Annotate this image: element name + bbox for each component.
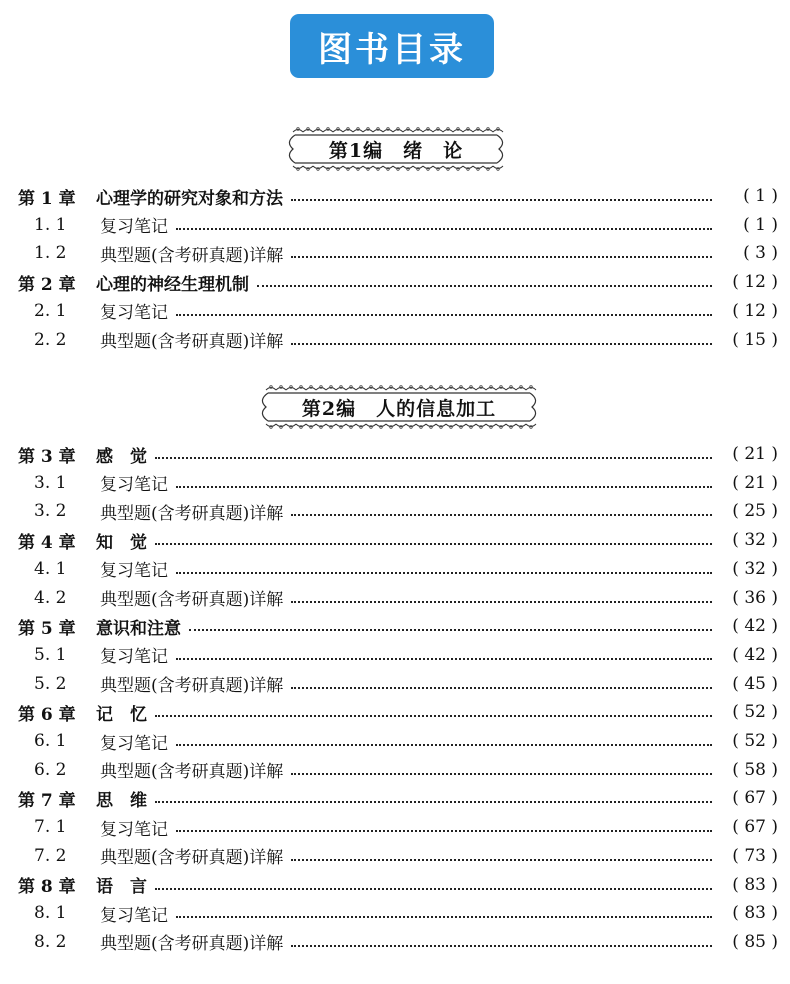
chapter-number: 第 7 章 — [18, 790, 76, 811]
dot-leader — [291, 256, 712, 258]
section-title: 典型题(含考研真题)详解 — [100, 676, 284, 697]
page-number: ( 32 ) — [732, 558, 778, 579]
part-heading — [283, 126, 509, 172]
dot-leader — [291, 945, 712, 947]
section-number: 4. 1 — [34, 558, 67, 579]
chapter-title: 知 觉 — [96, 532, 147, 553]
dot-leader — [176, 228, 712, 230]
dot-leader — [155, 457, 712, 459]
chapter-number: 第 2 章 — [18, 274, 76, 295]
dot-leader — [155, 715, 712, 717]
section-row — [18, 641, 778, 669]
chapter-number: 第 4 章 — [18, 532, 76, 553]
section-number: 1. 1 — [34, 214, 67, 235]
page-number: ( 15 ) — [732, 329, 778, 350]
section-title: 典型题(含考研真题)详解 — [100, 934, 284, 955]
page-number: ( 12 ) — [732, 300, 778, 321]
page-number: ( 85 ) — [732, 931, 778, 952]
section-row — [18, 239, 778, 267]
dot-leader — [176, 314, 712, 316]
section-title: 复习笔记 — [100, 733, 168, 754]
page-number: ( 21 ) — [732, 444, 778, 464]
section-title: 典型题(含考研真题)详解 — [100, 245, 284, 266]
page-number: ( 45 ) — [732, 673, 778, 694]
chapter-row — [18, 612, 778, 640]
chapter-row — [18, 182, 778, 210]
dot-leader — [176, 744, 712, 746]
section-number: 6. 1 — [34, 731, 67, 751]
section-number: 3. 2 — [34, 501, 67, 522]
section-row — [18, 670, 778, 698]
chapter-row — [18, 784, 778, 812]
dot-leader — [176, 658, 712, 660]
page-number: ( 73 ) — [732, 845, 778, 866]
section-row — [18, 584, 778, 612]
dot-leader — [291, 859, 712, 861]
dot-leader — [291, 199, 712, 201]
section-title: 复习笔记 — [100, 217, 168, 238]
dot-leader — [155, 888, 712, 890]
dot-leader — [291, 343, 712, 345]
section-number: 8. 1 — [34, 903, 67, 924]
chapter-row — [18, 871, 778, 899]
page-title: 图书目录 — [290, 14, 494, 78]
section-number: 7. 1 — [34, 817, 67, 838]
section-title: 典型题(含考研真题)详解 — [100, 762, 284, 783]
page-number: ( 83 ) — [732, 874, 778, 895]
section-number: 1. 2 — [34, 243, 67, 264]
chapter-title: 语 言 — [96, 877, 147, 897]
section-number: 7. 2 — [34, 845, 67, 866]
dot-leader — [291, 687, 712, 689]
section-row — [18, 899, 778, 927]
chapter-number: 第 1 章 — [18, 188, 76, 209]
section-row — [18, 842, 778, 870]
part-title: 第1编 绪 论 — [328, 139, 464, 162]
page-number: ( 36 ) — [732, 587, 778, 608]
dot-leader — [189, 629, 712, 631]
chapter-number: 第 8 章 — [18, 877, 76, 897]
chapter-number: 第 5 章 — [18, 618, 76, 639]
section-number: 6. 2 — [34, 759, 67, 780]
dot-leader — [155, 801, 712, 803]
page-number: ( 32 ) — [732, 530, 778, 551]
page-number: ( 25 ) — [732, 501, 778, 522]
chapter-title: 心理学的研究对象和方法 — [96, 188, 283, 209]
chapter-title: 感 觉 — [96, 446, 147, 467]
page-number: ( 42 ) — [732, 616, 778, 637]
dot-leader — [291, 773, 712, 775]
dot-leader — [257, 285, 712, 287]
section-title: 复习笔记 — [100, 905, 168, 926]
chapter-row — [18, 698, 778, 726]
section-number: 8. 2 — [34, 931, 67, 952]
page-number: ( 42 ) — [732, 644, 778, 665]
section-title: 典型题(含考研真题)详解 — [100, 848, 284, 869]
page-number: ( 67 ) — [732, 788, 778, 809]
section-row — [18, 813, 778, 841]
section-number: 2. 2 — [34, 329, 67, 350]
section-number: 3. 1 — [34, 472, 67, 493]
dot-leader — [176, 830, 712, 832]
section-title: 复习笔记 — [100, 561, 168, 582]
page-number: ( 3 ) — [743, 243, 778, 264]
page-number: ( 83 ) — [732, 903, 778, 924]
part-title: 第2编 人的信息加工 — [301, 397, 497, 420]
chapter-number: 第 6 章 — [18, 704, 76, 725]
section-row — [18, 497, 778, 525]
dot-leader — [176, 572, 712, 574]
section-title: 复习笔记 — [100, 647, 168, 668]
dot-leader — [291, 514, 712, 516]
chapter-row — [18, 268, 778, 296]
dot-leader — [291, 601, 712, 603]
page-number: ( 67 ) — [732, 817, 778, 838]
dot-leader — [176, 486, 712, 488]
section-row — [18, 928, 778, 956]
section-row — [18, 727, 778, 755]
section-row — [18, 469, 778, 497]
section-number: 5. 1 — [34, 644, 67, 665]
section-number: 5. 2 — [34, 673, 67, 694]
section-title: 典型题(含考研真题)详解 — [100, 332, 284, 352]
section-row — [18, 555, 778, 583]
chapter-row — [18, 526, 778, 554]
chapter-title: 意识和注意 — [96, 618, 181, 639]
page-number: ( 1 ) — [743, 186, 778, 206]
section-number: 4. 2 — [34, 587, 67, 608]
chapter-title: 心理的神经生理机制 — [96, 274, 249, 295]
chapter-title: 思 维 — [96, 790, 147, 811]
section-row — [18, 756, 778, 784]
page-number: ( 21 ) — [732, 472, 778, 493]
section-row — [18, 211, 778, 239]
section-number: 2. 1 — [34, 300, 67, 321]
page-number: ( 52 ) — [732, 731, 778, 751]
chapter-number: 第 3 章 — [18, 446, 76, 467]
section-title: 复习笔记 — [100, 475, 168, 496]
section-title: 典型题(含考研真题)详解 — [100, 503, 284, 524]
dot-leader — [176, 916, 712, 918]
page-number: ( 1 ) — [743, 214, 778, 235]
chapter-title: 记 忆 — [96, 704, 147, 725]
page-number: ( 12 ) — [732, 272, 778, 293]
section-title: 典型题(含考研真题)详解 — [100, 590, 284, 610]
section-title: 复习笔记 — [100, 303, 168, 324]
part-heading — [256, 384, 542, 430]
section-row — [18, 297, 778, 325]
page-number: ( 58 ) — [732, 759, 778, 780]
chapter-row — [18, 440, 778, 468]
section-title: 复习笔记 — [100, 819, 168, 840]
page-number: ( 52 ) — [732, 702, 778, 723]
dot-leader — [155, 543, 712, 545]
section-row — [18, 326, 778, 354]
